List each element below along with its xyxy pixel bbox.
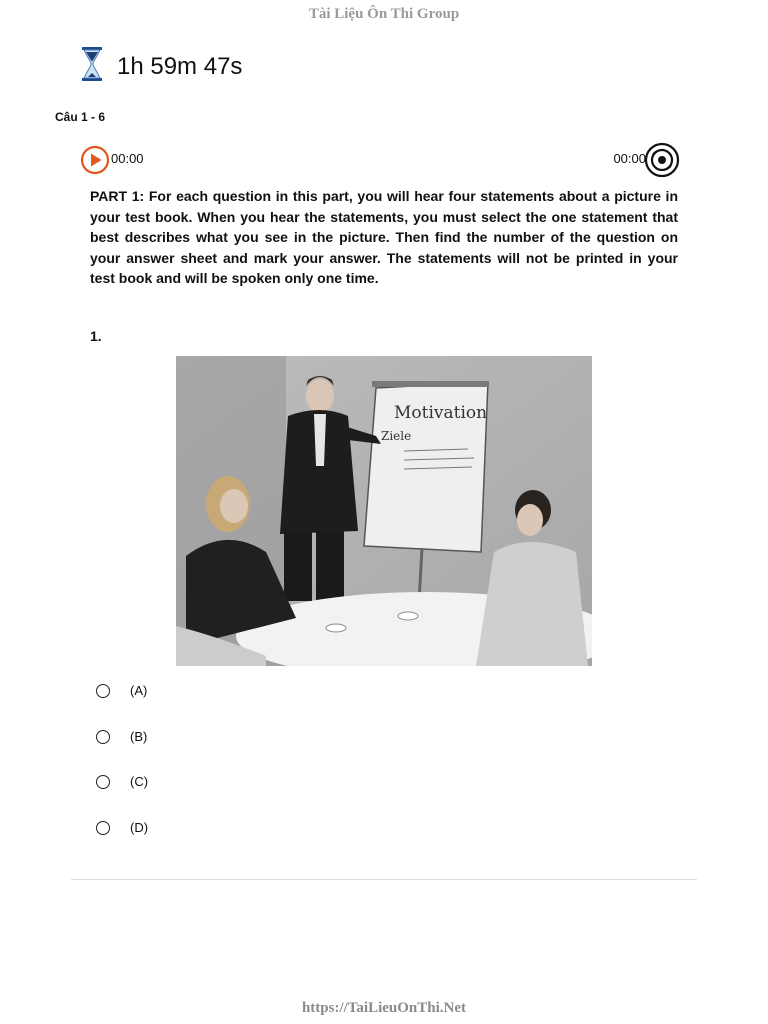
play-button[interactable] [80,145,110,175]
audio-player [80,142,680,176]
timer-text: 1h 59m 47s [117,52,243,80]
option-label: (A) [130,683,148,698]
play-icon [80,145,110,175]
audio-disc-button[interactable] [644,142,680,178]
question-number: 1. [90,328,102,344]
radio-icon[interactable] [96,821,110,835]
footer-watermark: https://TaiLieuOnThi.Net [301,1000,467,1016]
option-c[interactable] [96,774,148,789]
radio-icon[interactable] [96,775,110,789]
radio-icon[interactable] [96,684,110,698]
hourglass-icon [80,46,104,87]
section-label: Câu 1 - 6 [55,110,106,124]
option-label: (B) [130,729,148,744]
radio-icon[interactable] [96,730,110,744]
option-label: (D) [130,820,149,835]
flipchart-title: Motivation [394,403,488,423]
option-d[interactable] [96,820,148,835]
audio-disc-icon [644,142,680,178]
part-instructions: PART 1: For each question in this part, you will hear four statements about a picture in your test book. When you hear the statements, you must select the one statement that best describes what you see in the picture. Then find the number of the question on your answer sheet and mark your answer. The statements will not be printed in your test book and will be spoken only one time. [90,188,678,286]
duration-time: 00:00 [613,151,646,166]
option-a[interactable] [96,683,147,698]
option-label: (C) [130,774,149,789]
current-time: 00:00 [111,151,144,166]
option-b[interactable] [96,729,147,744]
header-watermark: Tài Liệu Ôn Thi Group [308,6,460,22]
question-photo [176,356,592,666]
flipchart-subtitle: Ziele [381,429,412,443]
countdown-timer [80,46,242,87]
divider [71,879,697,880]
